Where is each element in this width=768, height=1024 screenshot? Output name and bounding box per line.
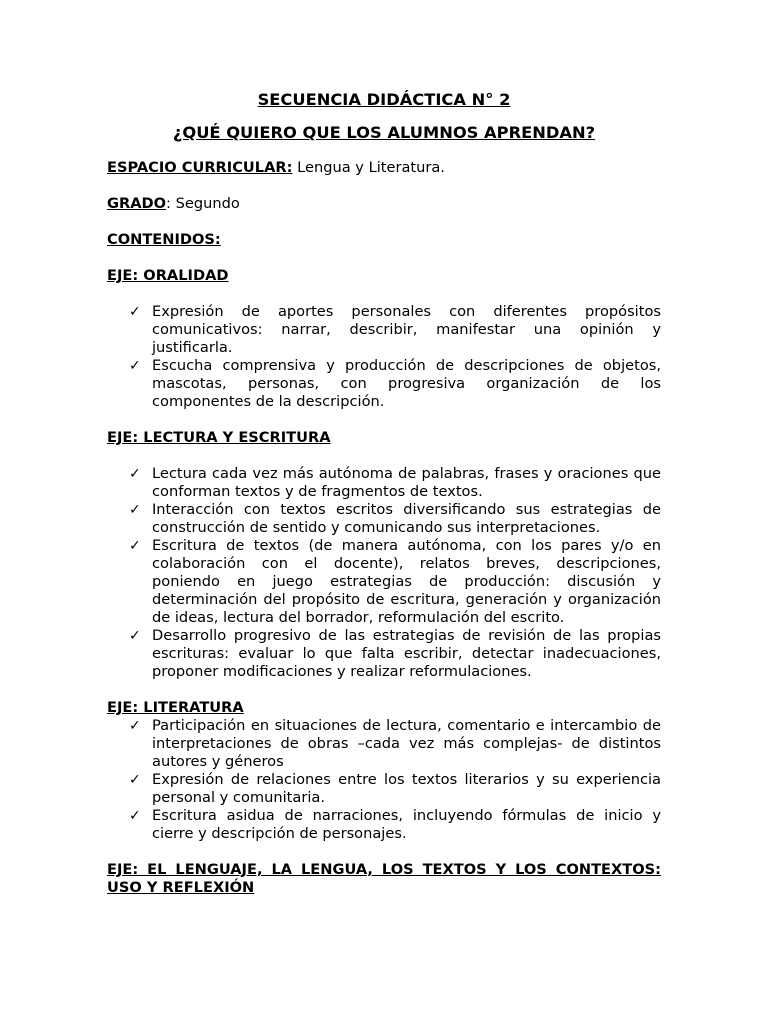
- list-item-text: Expresión de aportes personales con diferentes propósitos comunicativos: narrar, describir, manifestar una opinión y justificarla.: [152, 303, 661, 356]
- espacio-curricular-label: ESPACIO CURRICULAR:: [107, 159, 293, 176]
- list-item: [107, 771, 661, 807]
- check-icon: ✓: [129, 772, 141, 788]
- eje-lectura-escritura-heading: EJE: LECTURA Y ESCRITURA: [107, 429, 331, 446]
- list-item-text: Lectura cada vez más autónoma de palabras, frases y oraciones que conforman textos y de fragmentos de textos.: [152, 465, 661, 500]
- check-icon: ✓: [129, 304, 141, 320]
- list-item: [107, 627, 661, 681]
- list-item: [107, 537, 661, 627]
- check-icon: ✓: [129, 718, 141, 734]
- list-item-text: Escucha comprensiva y producción de descripciones de objetos, mascotas, personas, con progresiva organización de los componentes de la descripción.: [152, 357, 661, 410]
- list-item-text: Desarrollo progresivo de las estrategias de revisión de las propias escrituras: evaluar lo que falta escribir, detectar inadecuaciones, proponer modificaciones y realizar reformulaciones.: [152, 627, 661, 680]
- check-icon: ✓: [129, 466, 141, 482]
- grado-value: : Segundo: [166, 195, 240, 212]
- check-icon: ✓: [129, 502, 141, 518]
- document-page: [107, 90, 661, 915]
- grado-field: [107, 195, 661, 213]
- eje-lenguaje-heading: EJE: EL LENGUAJE, LA LENGUA, LOS TEXTOS Y LOS CONTEXTOS: USO Y REFLEXIÓN: [107, 861, 661, 896]
- espacio-curricular-value: Lengua y Literatura.: [292, 159, 445, 176]
- eje-lectura-escritura-list: [107, 465, 661, 681]
- list-item: [107, 807, 661, 843]
- document-title: SECUENCIA DIDÁCTICA N° 2: [257, 90, 511, 109]
- list-item: [107, 465, 661, 501]
- eje-oralidad-heading: EJE: ORALIDAD: [107, 267, 229, 284]
- list-item-text: Escritura de textos (de manera autónoma, con los pares y/o en colaboración con el docente), relatos breves, descripciones, poniendo en juego estrategias de producción: discusión y determinación del propósito de escritura, generación y organización de ideas, lectura del borrador, reformulación del escrito.: [152, 537, 661, 626]
- list-item: [107, 501, 661, 537]
- eje-oralidad-list: [107, 303, 661, 411]
- espacio-curricular-field: [107, 159, 661, 177]
- check-icon: ✓: [129, 358, 141, 374]
- list-item: [107, 717, 661, 771]
- check-icon: ✓: [129, 628, 141, 644]
- eje-literatura-list: [107, 717, 661, 843]
- list-item-text: Escritura asidua de narraciones, incluyendo fórmulas de inicio y cierre y descripción de personajes.: [152, 807, 661, 842]
- list-item-text: Participación en situaciones de lectura, comentario e intercambio de interpretaciones de obras –cada vez más complejas- de distintos autores y géneros: [152, 717, 661, 770]
- contenidos-heading: CONTENIDOS:: [107, 231, 221, 248]
- list-item: [107, 357, 661, 411]
- check-icon: ✓: [129, 538, 141, 554]
- document-subtitle: ¿QUÉ QUIERO QUE LOS ALUMNOS APRENDAN?: [172, 123, 596, 142]
- list-item-text: Interacción con textos escritos diversificando sus estrategias de construcción de sentido y comunicando sus interpretaciones.: [152, 501, 661, 536]
- eje-literatura-heading: EJE: LITERATURA: [107, 699, 244, 716]
- list-item-text: Expresión de relaciones entre los textos literarios y su experiencia personal y comunitaria.: [152, 771, 661, 806]
- list-item: [107, 303, 661, 357]
- check-icon: ✓: [129, 808, 141, 824]
- grado-label: GRADO: [107, 195, 167, 212]
